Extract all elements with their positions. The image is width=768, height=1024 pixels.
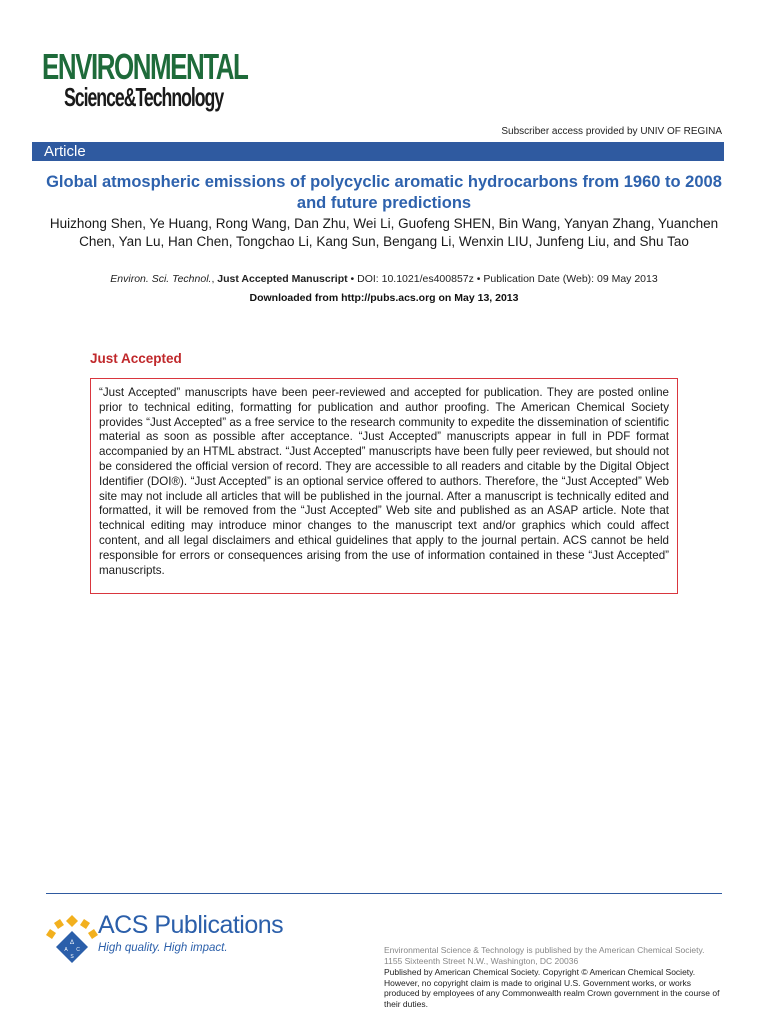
svg-text:C: C	[76, 947, 80, 953]
just-accepted-notice	[90, 378, 678, 594]
citation-separator: ,	[211, 273, 218, 285]
svg-text:Δ: Δ	[69, 940, 75, 946]
copyright-statement: Published by American Chemical Society. Copyright © American Chemical Society. However, no copyright claim is made to original U.S. Government works, or works produced by employees of any Commonwealth realm Crown government in the course of their duties.	[384, 967, 720, 1009]
article-title: Global atmospheric emissions of polycyclic aromatic hydrocarbons from 1960 to 2008 and future predictions	[46, 173, 722, 212]
section-bar	[32, 142, 724, 161]
doi-and-date: • DOI: 10.1021/es400857z • Publication Date (Web): 09 May 2013	[347, 273, 658, 285]
section-label: Article	[44, 143, 86, 160]
footer-divider	[46, 893, 722, 894]
logo-environmental: ENVIRONMENTAL	[42, 46, 248, 87]
manuscript-status: Just Accepted Manuscript	[217, 273, 348, 285]
just-accepted-heading: Just Accepted	[90, 351, 182, 366]
acs-tagline: High quality. High impact.	[98, 942, 228, 954]
logo-science-technology: Science&Technology	[64, 82, 224, 112]
author-list: Huizhong Shen, Ye Huang, Rong Wang, Dan Zhu, Wei Li, Guofeng SHEN, Bin Wang, Yanyan Zhang, Yuanchen Chen, Yan Lu, Han Chen, Tongchao Li, Kang Sun, Bengang Li, Wenxin LIU, Junfeng Liu, and Shu Tao	[49, 216, 719, 249]
journal-abbrev: Environ. Sci. Technol.	[110, 273, 212, 285]
svg-text:A: A	[64, 947, 68, 953]
acs-publications-wordmark: ACS Publications	[98, 911, 284, 939]
svg-text:S: S	[70, 954, 74, 960]
acs-logo-icon	[42, 913, 102, 967]
journal-logo	[42, 46, 248, 116]
publisher-statement: Environmental Science & Technology is published by the American Chemical Society. 1155 Sixteenth Street N.W., Washington, DC 20036	[384, 945, 705, 966]
just-accepted-body: “Just Accepted” manuscripts have been peer-reviewed and accepted for publication. They are posted online prior to technical editing, formatting for publication and author proofing. The American Chemical Society provides “Just Accepted” as a free service to the research community to expedite the dissemination of scientific material as soon as possible after acceptance. “Just Accepted” manuscripts appear in full in PDF format accompanied by an HTML abstract. “Just Accepted” manuscripts have been fully peer reviewed, but should not be considered the official version of record. They are accessible to all readers and citable by the Digital Object Identifier (DOI®). “Just Accepted” is an optional service offered to authors. Therefore, the “Just Accepted” Web site may not include all articles that will be published in the journal. After a manuscript is technically edited and formatted, it will be removed from the “Just Accepted” Web site and published as an ASAP article. Note that technical editing may introduce minor changes to the manuscript text and/or graphics which could affect content, and all legal disclaimers and ethical guidelines that apply to the journal pertain. ACS cannot be held responsible for errors or consequences arising from the use of information contained in these “Just Accepted” manuscripts.	[99, 386, 669, 577]
citation-line	[40, 273, 728, 285]
subscriber-access-note: Subscriber access provided by UNIV OF REGINA	[501, 126, 722, 137]
download-note: Downloaded from http://pubs.acs.org on May 13, 2013	[249, 292, 519, 304]
